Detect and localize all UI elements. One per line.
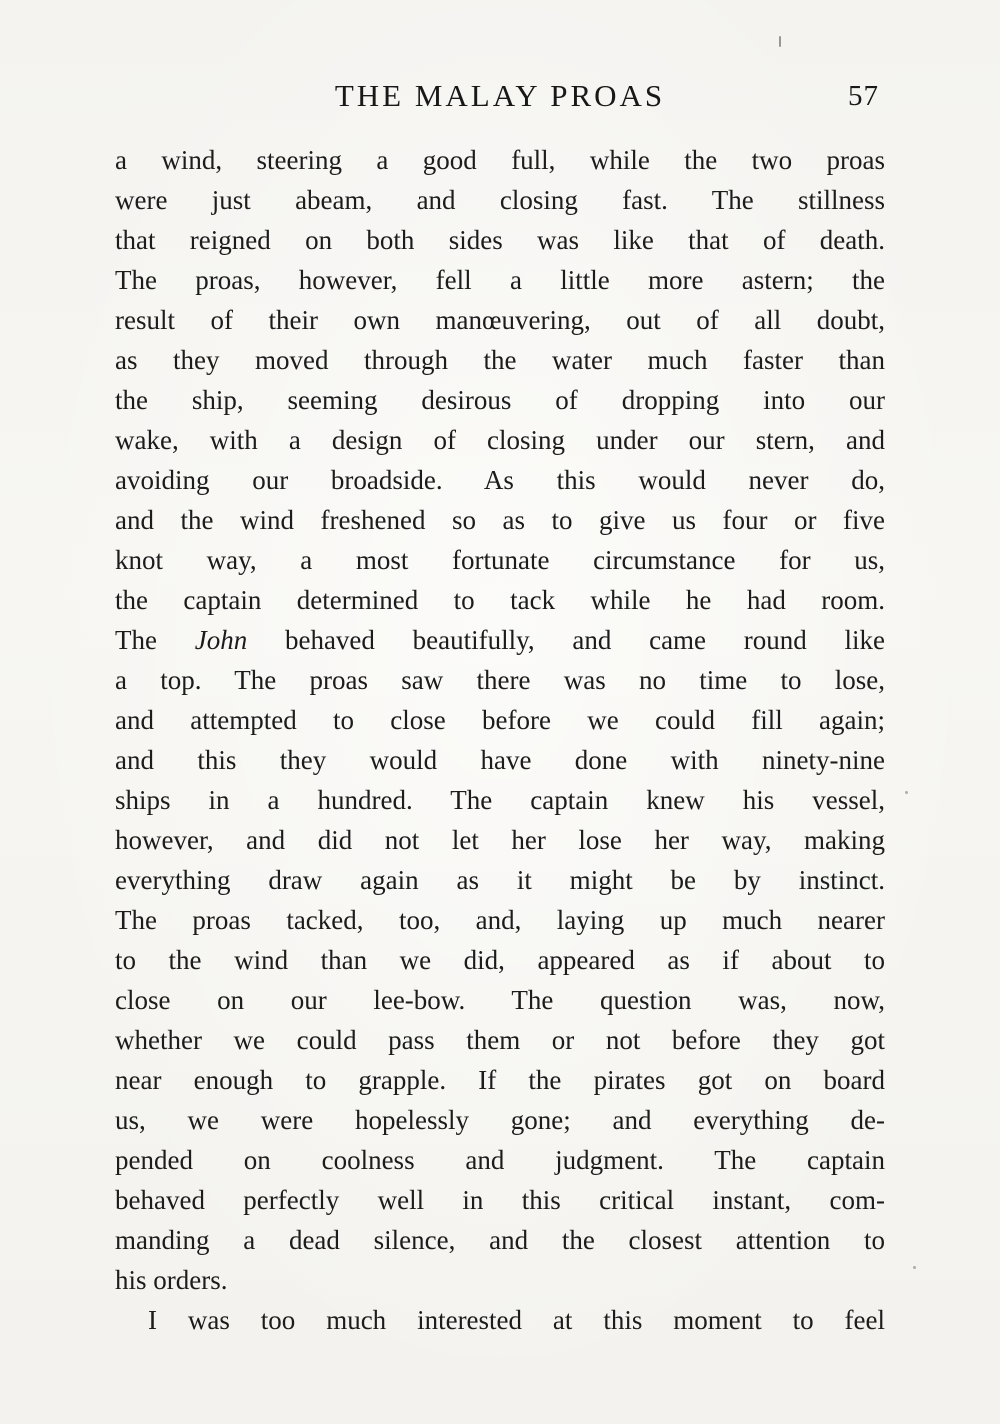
text-line: a wind, steering a good full, while the two proas [115, 145, 885, 175]
text-line: and attempted to close before we could fill again; [115, 705, 885, 735]
running-head [115, 76, 885, 116]
text-line: near enough to grapple. If the pirates got on board [115, 1065, 885, 1095]
page-number: 57 [848, 80, 879, 112]
text-fragment: The [115, 625, 195, 655]
text-line: ships in a hundred. The captain knew his vessel, [115, 785, 885, 815]
text-line: his orders. [115, 1265, 228, 1295]
text-line: result of their own manœuvering, out of all doubt, [115, 305, 885, 335]
text-line: that reigned on both sides was like that of death. [115, 225, 885, 255]
text-fragment: behaved beautifully, and came round like [247, 625, 886, 655]
text-line: the captain determined to tack while he had room. [115, 585, 885, 615]
text-line: close on our lee-bow. The question was, now, [115, 985, 885, 1015]
text-line: pended on coolness and judgment. The captain [115, 1145, 885, 1175]
text-line [115, 620, 885, 660]
text-line: The proas tacked, too, and, laying up much nearer [115, 905, 885, 935]
chapter-title: THE MALAY PROAS [334, 78, 666, 113]
italic-text: John [194, 625, 248, 655]
page-body [115, 140, 885, 1340]
text-line: us, we were hopelessly gone; and everything de- [115, 1105, 885, 1135]
text-line: the ship, seeming desirous of dropping into our [115, 385, 885, 415]
text-line: as they moved through the water much faster than [115, 345, 885, 375]
text-line: to the wind than we did, appeared as if about to [115, 945, 885, 975]
text-line: behaved perfectly well in this critical instant, com- [115, 1185, 885, 1215]
text-line: however, and did not let her lose her way, making [115, 825, 885, 855]
text-line: manding a dead silence, and the closest attention to [115, 1225, 885, 1255]
text-line: wake, with a design of closing under our stern, and [115, 425, 885, 455]
text-line: and the wind freshened so as to give us four or five [115, 505, 885, 535]
scan-artifact [913, 1266, 916, 1269]
text-line: knot way, a most fortunate circumstance for us, [115, 545, 885, 575]
text-line: were just abeam, and closing fast. The stillness [115, 185, 885, 215]
scan-artifact [905, 791, 908, 794]
text-line: The proas, however, fell a little more astern; the [115, 265, 885, 295]
scan-artifact [779, 36, 781, 47]
text-line: avoiding our broadside. As this would never do, [115, 465, 885, 495]
text-line: and this they would have done with ninety-nine [115, 745, 885, 775]
text-line: everything draw again as it might be by instinct. [115, 865, 885, 895]
text-line: a top. The proas saw there was no time to lose, [115, 665, 885, 695]
text-line: whether we could pass them or not before they got [115, 1025, 885, 1055]
text-line: I was too much interested at this moment to feel [148, 1305, 885, 1335]
